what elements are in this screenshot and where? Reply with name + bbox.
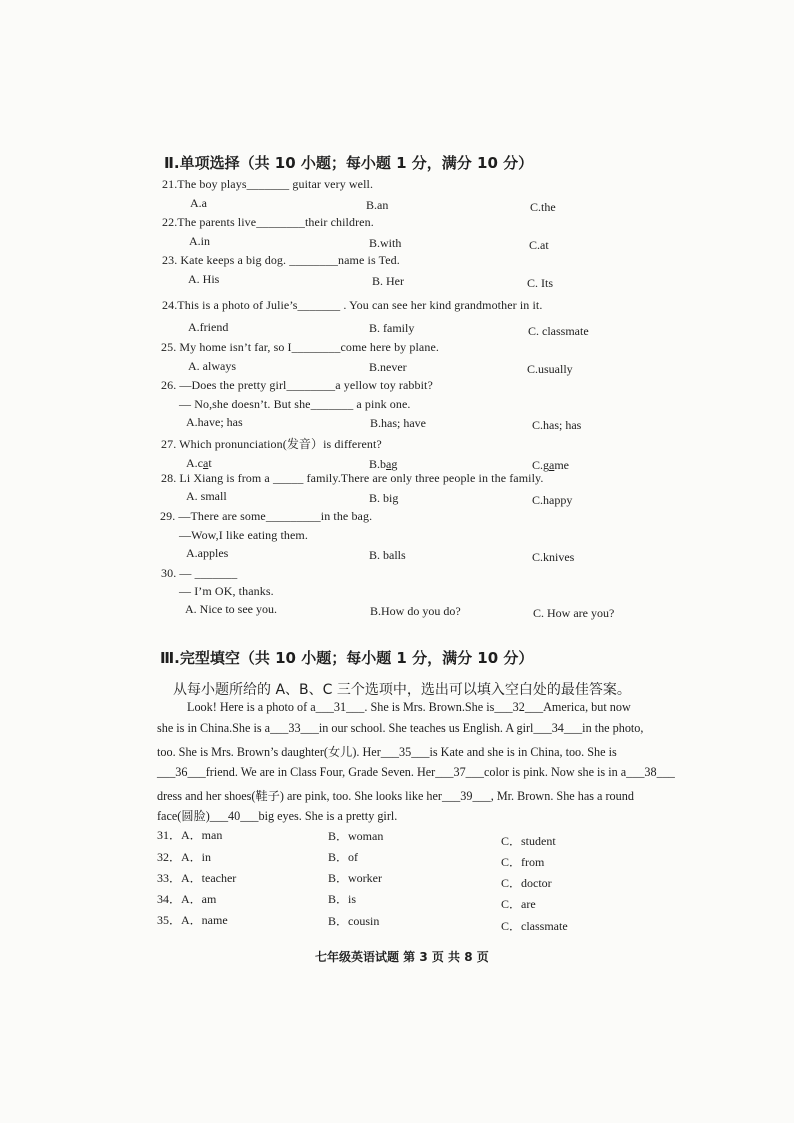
option-35-a: A．name (181, 913, 228, 927)
q21-option-c: C.the (530, 200, 556, 214)
q27-b-underlined: a (386, 457, 392, 471)
passage-line-6: face(圆脸)___40___big eyes. She is a pretty girl. (157, 809, 398, 823)
q28-option-c: C.happy (532, 493, 573, 507)
q27-c-prefix: C.g (532, 458, 550, 472)
q27-c-suffix: me (554, 458, 570, 472)
q24-option-c: C. classmate (528, 324, 589, 338)
q23-option-a: A. His (188, 272, 220, 286)
question-26-reply: — No,she doesn’t. But she_______ a pink one. (179, 397, 411, 411)
option-32-a: A．in (181, 850, 212, 864)
question-27: 27. Which pronunciation(发音）is different? (161, 437, 382, 451)
option-33-c: C．doctor (501, 876, 552, 890)
q25-option-c: C.usually (527, 362, 573, 376)
question-29: 29. —There are some_________in the bag. (160, 509, 373, 523)
q29-option-a: A.apples (186, 546, 229, 560)
option-35-number: 35． (157, 913, 182, 927)
passage-line-3: too. She is Mrs. Brown’s daughter(女儿). Her___35___is Kate and she is in China, too. She is (157, 745, 617, 759)
option-32-b: B．of (328, 850, 359, 864)
passage-line-1: Look! Here is a photo of a___31___. She is Mrs. Brown.She is___32___America, but now (187, 700, 631, 714)
section-3-heading: Ⅲ.完型填空（共 10 小题；每小题 1 分，满分 10 分） (160, 649, 534, 667)
passage-line-4: ___36___friend. We are in Class Four, Grade Seven. Her___37___color is pink. Now she is in a___38___ (157, 765, 675, 779)
q27-c-underlined: a (549, 458, 555, 472)
question-28: 28. Li Xiang is from a _____ family.There are only three people in the family. (161, 471, 544, 485)
q23-option-b: B. Her (372, 274, 404, 288)
q29-option-b: B. balls (369, 548, 406, 562)
passage-line-5: dress and her shoes(鞋子) are pink, too. She looks like her___39___, Mr. Brown. She has a round (157, 789, 634, 803)
q27-a-suffix: t (208, 456, 212, 470)
q22-option-a: A.in (189, 234, 210, 248)
section-3-instruction: 从每小题所给的 A、B、C 三个选项中，选出可以填入空白处的最佳答案。 (173, 682, 631, 698)
q28-option-a: A. small (186, 489, 227, 503)
section-2-heading: Ⅱ.单项选择（共 10 小题；每小题 1 分，满分 10 分） (164, 154, 534, 172)
question-24: 24.This is a photo of Julie’s_______ . You can see her kind grandmother in it. (162, 298, 543, 312)
q21-option-a: A.a (190, 196, 207, 210)
q26-option-b: B.has; have (370, 416, 426, 430)
q30-option-a: A. Nice to see you. (185, 602, 277, 616)
q22-option-c: C.at (529, 238, 549, 252)
q26-option-a: A.have; has (186, 415, 243, 429)
passage-line-2: she is in China.She is a___33___in our school. She teaches us English. A girl___34___in the photo, (157, 721, 644, 735)
option-34-c: C．are (501, 897, 536, 911)
q29-option-c: C.knives (532, 550, 575, 564)
option-33-a: A．teacher (181, 871, 237, 885)
option-31-a: A．man (181, 828, 223, 842)
q24-option-b: B. family (369, 321, 415, 335)
q22-option-b: B.with (369, 236, 402, 250)
q27-a-prefix: A.c (186, 456, 203, 470)
option-31-number: 31． (157, 828, 182, 842)
q24-option-a: A.friend (188, 320, 229, 334)
option-34-b: B．is (328, 892, 357, 906)
option-32-c: C．from (501, 855, 545, 869)
question-23: 23. Kate keeps a big dog. ________name is Ted. (162, 253, 400, 267)
question-26: 26. —Does the pretty girl________a yellow toy rabbit? (161, 378, 433, 392)
option-35-b: B．cousin (328, 914, 380, 928)
question-21: 21.The boy plays_______ guitar very well. (162, 177, 374, 191)
option-34-number: 34． (157, 892, 182, 906)
question-30-reply: — I’m OK, thanks. (179, 584, 274, 598)
option-33-b: B．worker (328, 871, 382, 885)
option-34-a: A．am (181, 892, 217, 906)
question-22: 22.The parents live________their children. (162, 215, 374, 229)
option-35-c: C．classmate (501, 919, 568, 933)
q30-option-c: C. How are you? (533, 606, 615, 620)
question-29-reply: —Wow,I like eating them. (179, 528, 308, 542)
q25-option-a: A. always (188, 359, 236, 373)
q21-option-b: B.an (366, 198, 389, 212)
q27-option-b (369, 457, 397, 472)
option-32-number: 32． (157, 850, 182, 864)
q28-option-b: B. big (369, 491, 399, 505)
q23-option-c: C. Its (527, 276, 554, 290)
question-25: 25. My home isn’t far, so I________come here by plane. (161, 340, 439, 354)
q30-option-b: B.How do you do? (370, 604, 461, 618)
q27-a-underlined: a (203, 456, 209, 470)
q25-option-b: B.never (369, 360, 407, 374)
q27-b-suffix: g (391, 457, 398, 471)
option-31-b: B．woman (328, 829, 384, 843)
q26-option-c: C.has; has (532, 418, 582, 432)
page-footer: 七年级英语试题 第 3 页 共 8 页 (315, 950, 489, 964)
q27-b-prefix: B.b (369, 457, 387, 471)
q27-option-a (186, 456, 212, 471)
question-30: 30. — _______ (161, 566, 238, 580)
option-33-number: 33． (157, 871, 182, 885)
option-31-c: C．student (501, 834, 556, 848)
